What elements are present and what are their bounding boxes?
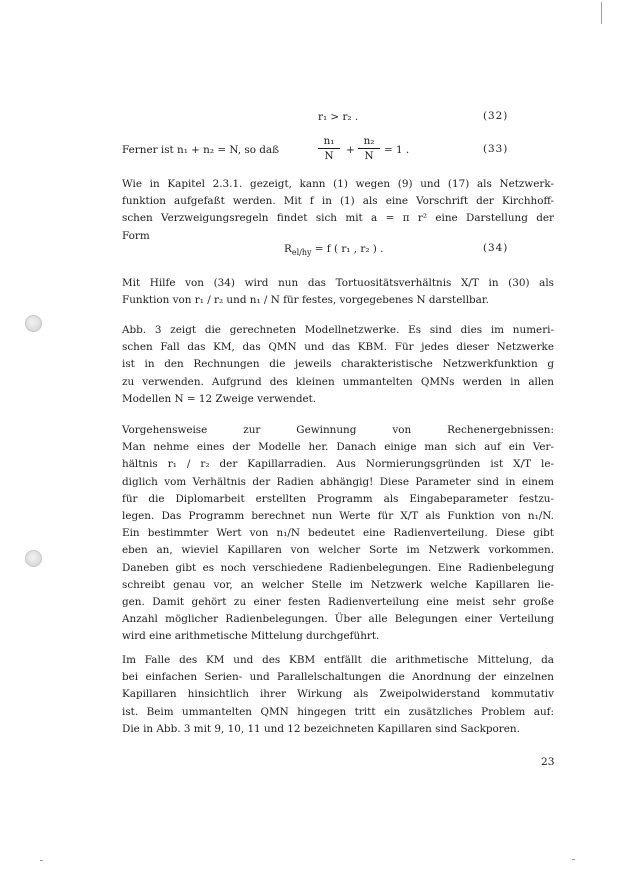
scan-mark-top-right (601, 2, 602, 24)
equation-33-plus: + (346, 144, 355, 156)
equation-34: $R_{el/hy} = f$ ( r₁ , r₂ ) . (284, 243, 384, 258)
page-number: 23 (541, 756, 555, 768)
equation-number-34: (34) (483, 242, 509, 254)
equation-number-32: (32) (483, 110, 509, 122)
paragraph-procedure: Vorgehensweise zur Gewinnung von Rechenergebnissen: Man nehme eines der Modelle her. Danach einige man sich auf ein Ver- hältnis r₁ / r₂ der Kapillarradien. Aus Normierungsgründen ist X/T le- diglich vom Verhältnis der Radien abhängig! Diese Parameter sind in einem für die Diplomarbeit erstellten Programm als Eingabeparameter festzu- legen. Das Programm berechnet nun Werte für X/T als Funktion von n₁/N. Ein bestimmter Wert von n₁/N bedeutet eine Radienverteilung. Diese gibt eben an, wieviel Kapillaren von welcher Sorte im Netzwerk vorkommen. Daneben gibt es noch verschiedene Radienbelegungen. Eine Radienbelegung schreibt genau vor, an welcher Stelle im Netzwerk welche Kapillaren lie- gen. Damit gehört zu einer festen Radienverteilung eine meist sehr große Anzahl möglicher Radienbelegungen. Über alle Belegungen einer Verteilung wird eine arithmetische Mittelung durchgeführt. (122, 424, 554, 643)
punch-hole-bottom (25, 550, 42, 567)
paragraph-network-function: Wie in Kapitel 2.3.1. gezeigt, kann (1) wegen (9) und (17) als Netzwerk- funktion aufgefaßt werden. Mit f in (1) als eine Vorschrift der Kirchhoff- schen Verzweigungsregeln findet sich mit a = π r² eine Darstellung der Form (122, 178, 554, 242)
punch-hole-top (25, 315, 42, 332)
paragraph-model-networks: Abb. 3 zeigt die gerechneten Modellnetzwerke. Es sind dies im numeri- schen Fall das KM, das QMN und das KBM. Für jedes dieser Netzwerke ist in den Rechnungen die jeweils charakteristische Netzwerkfunktion g zu verwenden. Aufgrund des kleinen ummantelten QMNs werden in allen Modellen N = 12 Zweige verwendet. (122, 324, 554, 405)
scan-mark-bottom-right (572, 859, 575, 860)
equation-33-fraction-1: $\frac{\text{n₁}}{N}$ (318, 135, 340, 162)
paragraph-tortuosity: Mit Hilfe von (34) wird nun das Tortuositätsverhältnis X/T in (30) als Funktion von r₁ / r₂ und n₁ / N für festes, vorgegebenes N darstellbar. (122, 277, 554, 307)
procedure-heading: Vorgehensweise zur Gewinnung von Rechenergebnissen: (122, 424, 554, 436)
paragraph-averaging: Im Falle des KM und des KBM entfällt die arithmetische Mittelung, da bei einfachen Serien- und Parallelschaltungen die Anordnung der einzelnen Kapillaren hinsichtlich ihrer Wirkung als Zweipolwiderstand kommutativ ist. Beim ummantelten QMN hingegen tritt ein zusätzliches Problem auf: Die in Abb. 3 mit 9, 10, 11 und 12 bezeichneten Kapillaren sind Sackporen. (122, 654, 554, 735)
equation-33-rhs: = 1 . (384, 144, 410, 156)
equation-33-fraction-2: $\frac{\text{n₂}}{N}$ (358, 135, 380, 162)
scan-mark-bottom-left (40, 860, 43, 861)
equation-33-prefix: Ferner ist n₁ + n₂ = N, so daß (122, 144, 280, 156)
equation-32: r₁ > r₂ . (318, 111, 359, 123)
equation-number-33: (33) (483, 143, 509, 155)
